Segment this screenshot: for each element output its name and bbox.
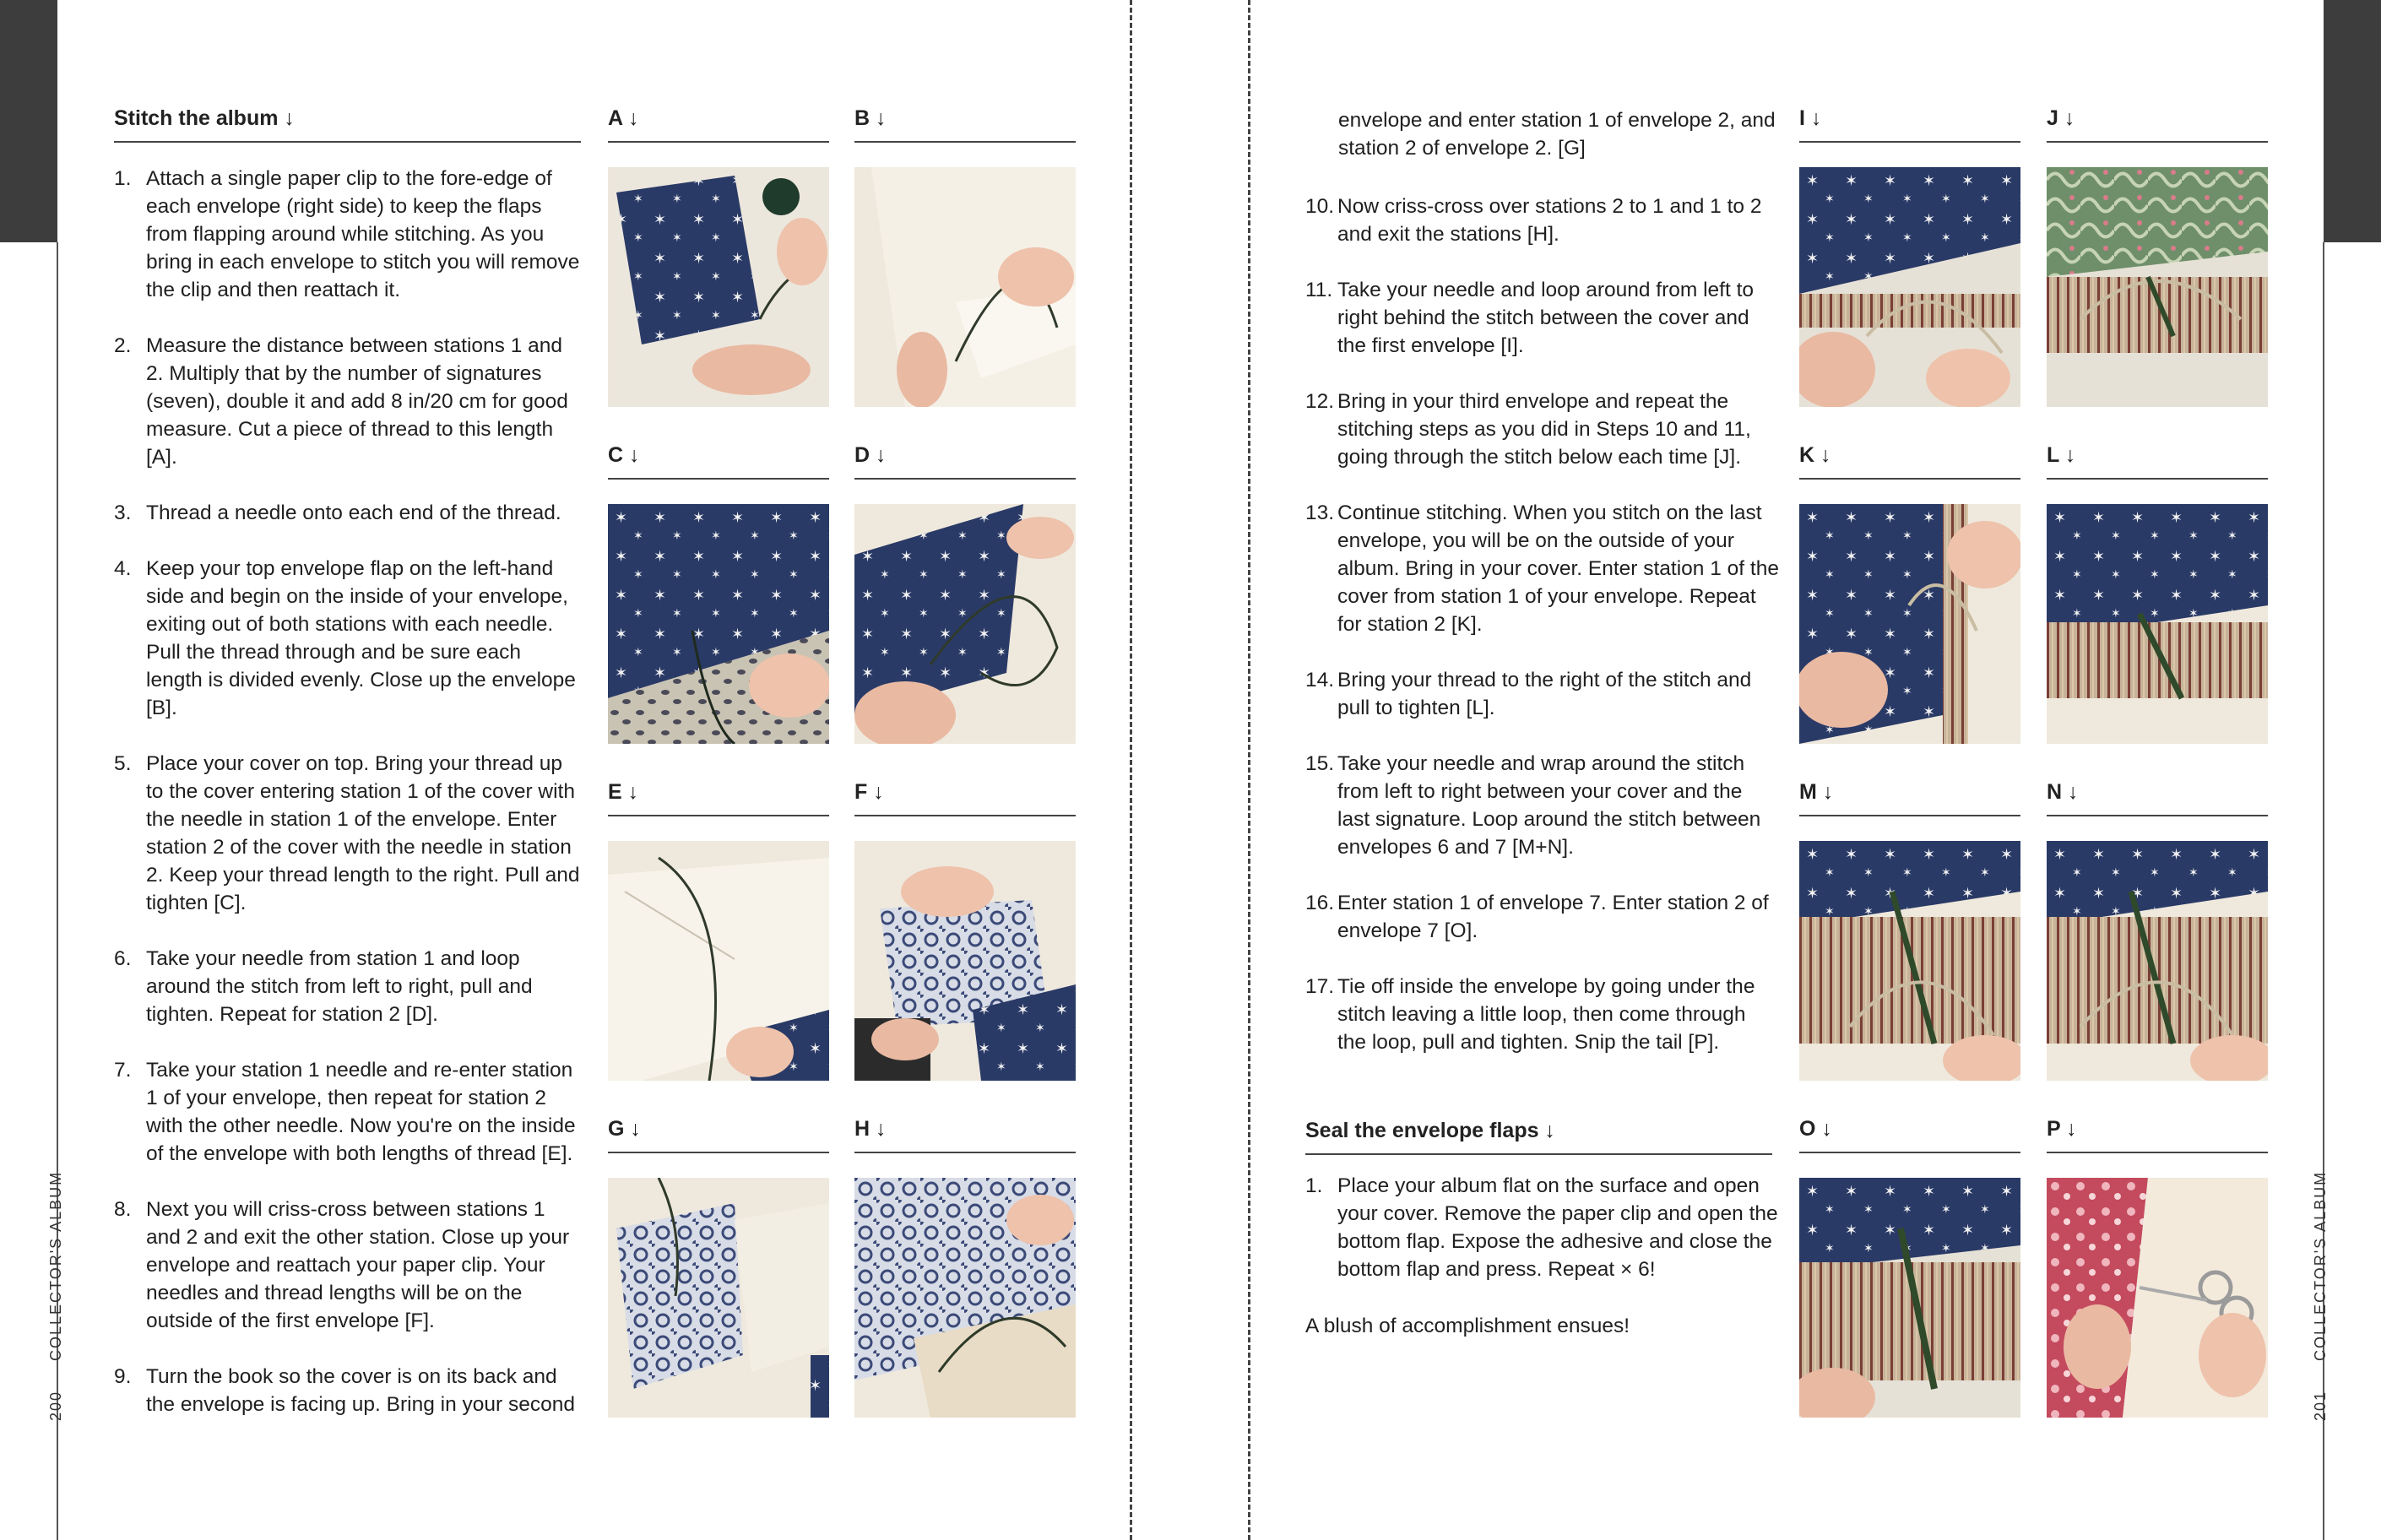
left-edge-tab <box>0 0 57 242</box>
step-text: Thread a needle onto each end of the thread. <box>146 502 561 524</box>
step-text: Measure the distance between stations 1 and 2. Multiply that by the number of signatures (seven), double it and add 8 in/20 cm for good measure. Cut a piece of thread to this length [A]. <box>146 334 568 469</box>
step-item <box>114 555 583 722</box>
step-item <box>1305 192 1780 248</box>
step-number: 11. <box>1305 279 1333 301</box>
photo-k-cover-station <box>1799 504 2020 744</box>
photo-label-a: A ↓ <box>608 106 829 143</box>
step-item <box>114 945 583 1028</box>
step-number: 13. <box>1305 502 1335 524</box>
step-item <box>114 165 583 304</box>
step-text: Tie off inside the envelope by going under the stitch leaving a little loop, then come through the loop, pull and tighten. Snip the tail [P]. <box>1337 975 1755 1054</box>
step-text: Enter station 1 of envelope 7. Enter station 2 of envelope 7 [O]. <box>1337 892 1769 942</box>
step-text: Take your needle from station 1 and loop around the stitch from left to right, pull and tighten. Repeat for station 2 [D]. <box>146 947 533 1026</box>
step-text: Turn the book so the cover is on its back and the envelope is facing up. Bring in your second <box>146 1365 576 1416</box>
photo-e-open-envelope <box>608 841 829 1081</box>
step-text: Bring in your third envelope and repeat the stitching steps as you did in Steps 10 and 11, going through the stitch below each time [J]. <box>1337 390 1751 469</box>
step-number: 10. <box>1305 195 1335 218</box>
step-number: 1. <box>1305 1174 1323 1197</box>
step-number: 1. <box>114 167 132 190</box>
left-gutter-dashed-line <box>1130 0 1132 1540</box>
photo-o-finished-spine <box>1799 1178 2020 1418</box>
step-item <box>1305 666 1780 722</box>
stitch-album-heading: Stitch the album ↓ <box>114 106 581 143</box>
photo-label-m: M ↓ <box>1799 780 2020 816</box>
step-number: 3. <box>114 502 132 524</box>
step-item <box>114 1056 583 1168</box>
left-running-title: COLLECTOR'S ALBUM <box>47 1170 64 1361</box>
step-number: 5. <box>114 752 132 775</box>
photo-label-p: P ↓ <box>2047 1117 2268 1153</box>
closing-note: A blush of accomplishment ensues! <box>1305 1315 1630 1337</box>
step-number: 12. <box>1305 390 1335 413</box>
photo-i-loop-behind <box>1799 167 2020 407</box>
photo-label-e: E ↓ <box>608 780 829 816</box>
continued-step-text: envelope and enter station 1 of envelope 2, and station 2 of envelope 2. [G] <box>1338 109 1776 160</box>
right-edge-tab <box>2324 0 2381 242</box>
photo-label-o: O ↓ <box>1799 1117 2020 1153</box>
step-item <box>114 332 583 471</box>
step-number: 4. <box>114 557 132 580</box>
right-step-list <box>1305 192 1780 1084</box>
step-number: 15. <box>1305 752 1335 775</box>
step-item <box>1305 1172 1780 1283</box>
step-number: 16. <box>1305 892 1335 914</box>
photo-label-n: N ↓ <box>2047 780 2268 816</box>
photo-c-star-cover <box>608 504 829 744</box>
seal-flaps-heading: Seal the envelope flaps ↓ <box>1305 1119 1772 1155</box>
photo-label-h: H ↓ <box>854 1117 1076 1153</box>
photo-j-third-envelope <box>2047 167 2268 407</box>
step-text: Place your cover on top. Bring your thread up to the cover entering station 1 of the cover with the needle in station 1 of the envelope. Enter station 2 of the cover with the needle in station 2. Keep your thread length to the right. Pull and tighten [C]. <box>146 752 580 914</box>
step-text: Keep your top envelope flap on the left-hand side and begin on the inside of your envelope, exiting out of both stations with each needle. Pull the thread through and be sure each length is divided evenly. Close up the envelope [B]. <box>146 557 576 719</box>
photo-f-patterned-envelope <box>854 841 1076 1081</box>
step-item <box>1305 388 1780 471</box>
left-step-list <box>114 165 583 1446</box>
photo-l-tightened-spine <box>2047 504 2268 744</box>
step-text: Take your needle and loop around from left to right behind the stitch between the cover and the first envelope [I]. <box>1337 279 1755 357</box>
photo-p-snip-tail <box>2047 1178 2268 1418</box>
step-number: 9. <box>114 1365 132 1388</box>
step-item <box>1305 973 1780 1056</box>
step-number: 17. <box>1305 975 1335 998</box>
step-item <box>1305 276 1780 360</box>
photo-label-k: K ↓ <box>1799 443 2020 480</box>
step-number: 2. <box>114 334 132 357</box>
step-text: Take your needle and wrap around the stitch from left to right between your cover and the last signature. Loop around the stitch between envelopes 6 and 7 [M+N]. <box>1337 752 1761 859</box>
step-item <box>1305 499 1780 638</box>
photo-label-i: I ↓ <box>1799 106 2020 143</box>
photo-label-l: L ↓ <box>2047 443 2268 480</box>
step-item <box>1305 750 1780 861</box>
photo-n-wrapped-right <box>2047 841 2268 1081</box>
step-item <box>114 1196 583 1335</box>
step-item <box>1305 889 1780 945</box>
step-text: Take your station 1 needle and re-enter station 1 of your envelope, then repeat for station 2 with the other needle. Now you're on the inside of the envelope with both lengths of thread [E]. <box>146 1059 576 1165</box>
step-number: 6. <box>114 947 132 970</box>
right-gutter-dashed-line <box>1248 0 1250 1540</box>
right-running-title: COLLECTOR'S ALBUM <box>2312 1170 2329 1361</box>
right-page-number: 201 <box>2312 1390 2329 1421</box>
photo-label-f: F ↓ <box>854 780 1076 816</box>
photo-label-j: J ↓ <box>2047 106 2268 143</box>
step-number: 7. <box>114 1059 132 1082</box>
step-item <box>114 1363 583 1418</box>
left-page-number: 200 <box>47 1390 64 1421</box>
photo-d-star-cover-loop <box>854 504 1076 744</box>
step-item <box>114 750 583 917</box>
photo-m-wrapped-left <box>1799 841 2020 1081</box>
step-number: 8. <box>114 1198 132 1221</box>
photo-a-envelopes-spool <box>608 167 829 407</box>
seal-step-list <box>1305 1172 1780 1311</box>
step-text: Place your album flat on the surface and open your cover. Remove the paper clip and open the bottom flap. Expose the adhesive and close the bottom flap and press. Repeat × 6! <box>1337 1174 1778 1281</box>
step-text: Attach a single paper clip to the fore-edge of each envelope (right side) to keep the flaps from flapping around while stitching. As you bring in each envelope to stitch you will remove the clip and then reattach it. <box>146 167 580 301</box>
step-text: Bring your thread to the right of the stitch and pull to tighten [L]. <box>1337 669 1752 719</box>
photo-h-criss-cross <box>854 1178 1076 1418</box>
step-text: Next you will criss-cross between stations 1 and 2 and exit the other station. Close up your envelope and reattach your paper clip. Your needles and thread lengths will be on the outside of the first envelope [F]. <box>146 1198 570 1332</box>
photo-label-c: C ↓ <box>608 443 829 480</box>
photo-label-g: G ↓ <box>608 1117 829 1153</box>
step-text: Now criss-cross over stations 2 to 1 and 1 to 2 and exit the stations [H]. <box>1337 195 1762 246</box>
photo-g-second-envelope <box>608 1178 829 1418</box>
step-item <box>114 499 583 527</box>
photo-label-d: D ↓ <box>854 443 1076 480</box>
photo-b-envelope-needle <box>854 167 1076 407</box>
step-number: 14. <box>1305 669 1335 691</box>
photo-label-b: B ↓ <box>854 106 1076 143</box>
step-text: Continue stitching. When you stitch on the last envelope, you will be on the outside of your album. Bring in your cover. Enter station 1 of the cover from station 1 of your envelope. Repeat for station 2 [K]. <box>1337 502 1779 636</box>
